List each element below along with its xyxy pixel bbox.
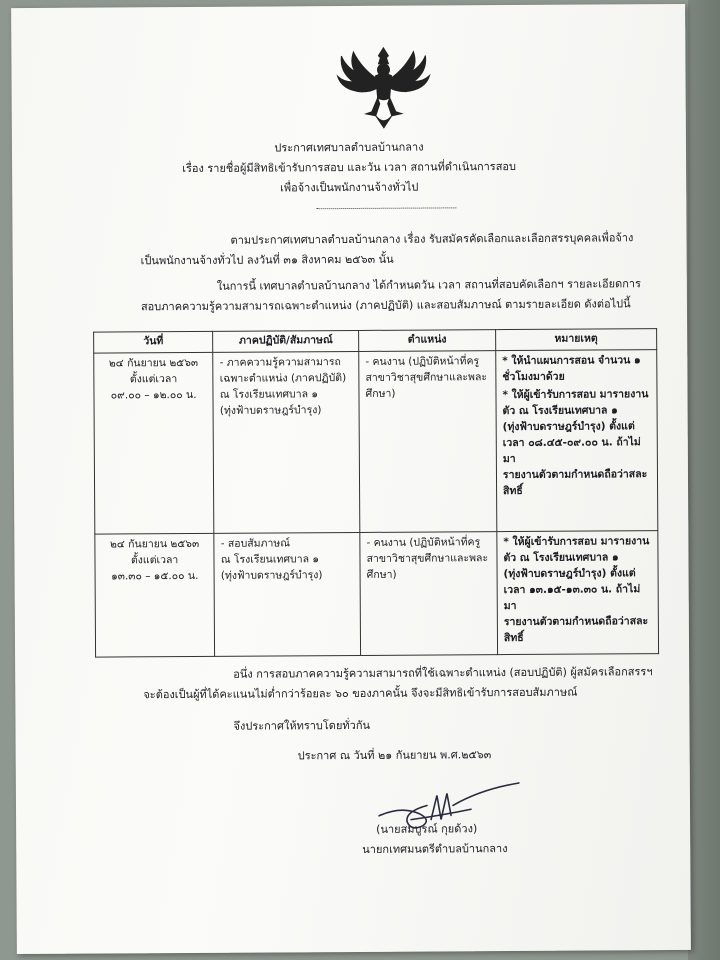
intro-line-3: ในการนี้ เทศบาลตำบลบ้านกลาง ได้กำหนดวัน เวลา สถานที่สอบคัดเลือกฯ รายละเอียดการ: [216, 277, 641, 293]
header-divider: [316, 207, 456, 209]
footer-note-1: อนึ่ง การสอบภาคความรู้ความสามารถที่ใช้เฉพาะตำแหน่ง (สอบปฏิบัติ) ผู้สมัครเลือกสรรฯ: [233, 665, 653, 681]
intro-line-1: ตามประกาศเทศบาลตำบลบ้านกลาง เรื่อง รับสมัครคัดเลือกและเลือกสรรบุคคลเพื่อจ้าง: [230, 231, 634, 247]
table-row: [95, 531, 659, 657]
cell-date: ๒๔ กันยายน ๒๕๖๓ ตั้งแต่เวลา ๑๓.๓๐ – ๑๕.๐๐ น.: [95, 533, 215, 657]
intro-line-2: เป็นพนักงานจ้างทั่วไป ลงวันที่ ๓๑ สิงหาคม ๒๕๖๓ นั้น: [140, 252, 394, 268]
cell-part: - สอบสัมภาษณ์ ณ โรงเรียนเทศบาล ๑ (ทุ่งฟ้าบดราษฎร์บำรุง): [214, 532, 360, 656]
table-row: [94, 350, 658, 534]
cell-part: - ภาคความรู้ความสามารถ เฉพาะตำแหน่ง (ภาคปฏิบัติ) ณ โรงเรียนเทศบาล ๑ (ทุ่งฟ้าบดราษฎร์บำรุง): [213, 351, 360, 533]
signer-name: (นายสมบูรณ์ กุยด้วง): [376, 822, 478, 836]
header-purpose: เพื่อจ้างเป็นพนักงานจ้างทั่วไป: [280, 180, 419, 195]
col-header-date: วันที่: [94, 331, 213, 353]
signer-title: นายกเทศมนตรีตำบลบ้านกลาง: [362, 842, 508, 856]
col-header-position: ตำแหน่ง: [359, 330, 496, 352]
cell-notes: [497, 531, 659, 655]
cell-date: ๒๔ กันยายน ๒๕๖๓ ตั้งแต่เวลา ๐๙.๐๐ – ๑๒.๐๐ น.: [94, 352, 214, 534]
intro-line-4: สอบภาคความรู้ความสามารถเฉพาะตำแหน่ง (ภาคปฏิบัติ) และสอบสัมภาษณ์ ตามรายละเอียด ดังต่อไปนี้: [140, 297, 631, 314]
col-header-part: ภาคปฏิบัติ/สัมภาษณ์: [213, 330, 359, 352]
schedule-table: [93, 328, 659, 657]
note-item: * ให้นำแผนการสอน จำนวน ๑ ชั่วโมงมาด้วย: [502, 354, 641, 384]
note-item: * ให้ผู้เข้ารับการสอบ มารายงาน ตัว ณ โรงเรียนเทศบาล ๑ (ทุ่งฟ้าบดราษฎร์บำรุง) ตั้งแต่ เวลา ๑๓.๑๕-๑๓.๓๐ น. ถ้าไม่มา รายงานตัวตามกำหนดถือว่าสละ สิทธิ์: [503, 535, 650, 645]
col-header-notes: หมายเหตุ: [496, 329, 657, 351]
cell-position: - คนงาน (ปฏิบัติหน้าที่ครู สาขาวิชาสุขศึกษาและพละ ศึกษา): [359, 351, 497, 533]
footer-announce: จึงประกาศให้ทราบโดยทั่วกัน: [233, 718, 371, 733]
desk-background: [688, 0, 720, 960]
document-page: [11, 4, 691, 954]
footer-note-2: จะต้องเป็นผู้ที่ได้คะแนนไม่ต่ำกว่าร้อยละ ๖๐ ของภาคนั้น จึงจะมีสิทธิเข้ารับการสอบสัมภาษณ์: [143, 685, 578, 702]
footer-date: ประกาศ ณ วันที่ ๒๑ กันยายน พ.ศ.๒๕๖๓: [297, 748, 492, 763]
header-subject: เรื่อง รายชื่อผู้มีสิทธิเข้ารับการสอบ และวัน เวลา สถานที่ดำเนินการสอบ: [182, 159, 517, 176]
header-org: ประกาศเทศบาลตำบลบ้านกลาง: [274, 140, 424, 155]
cell-notes: [496, 350, 658, 532]
garuda-emblem-icon: [331, 41, 436, 130]
cell-position: - คนงาน (ปฏิบัติหน้าที่ครู สาขาวิชาสุขศึกษาและพละ ศึกษา): [360, 532, 498, 656]
note-item: * ให้ผู้เข้ารับการสอบ มารายงาน ตัว ณ โรงเรียนเทศบาล ๑ (ทุ่งฟ้าบดราษฎร์บำรุง) ตั้งแต่ เวลา ๐๘.๔๕-๐๙.๐๐ น. ถ้าไม่มา รายงานตัวตามกำหนดถือว่าสละ สิทธิ์: [502, 388, 649, 498]
